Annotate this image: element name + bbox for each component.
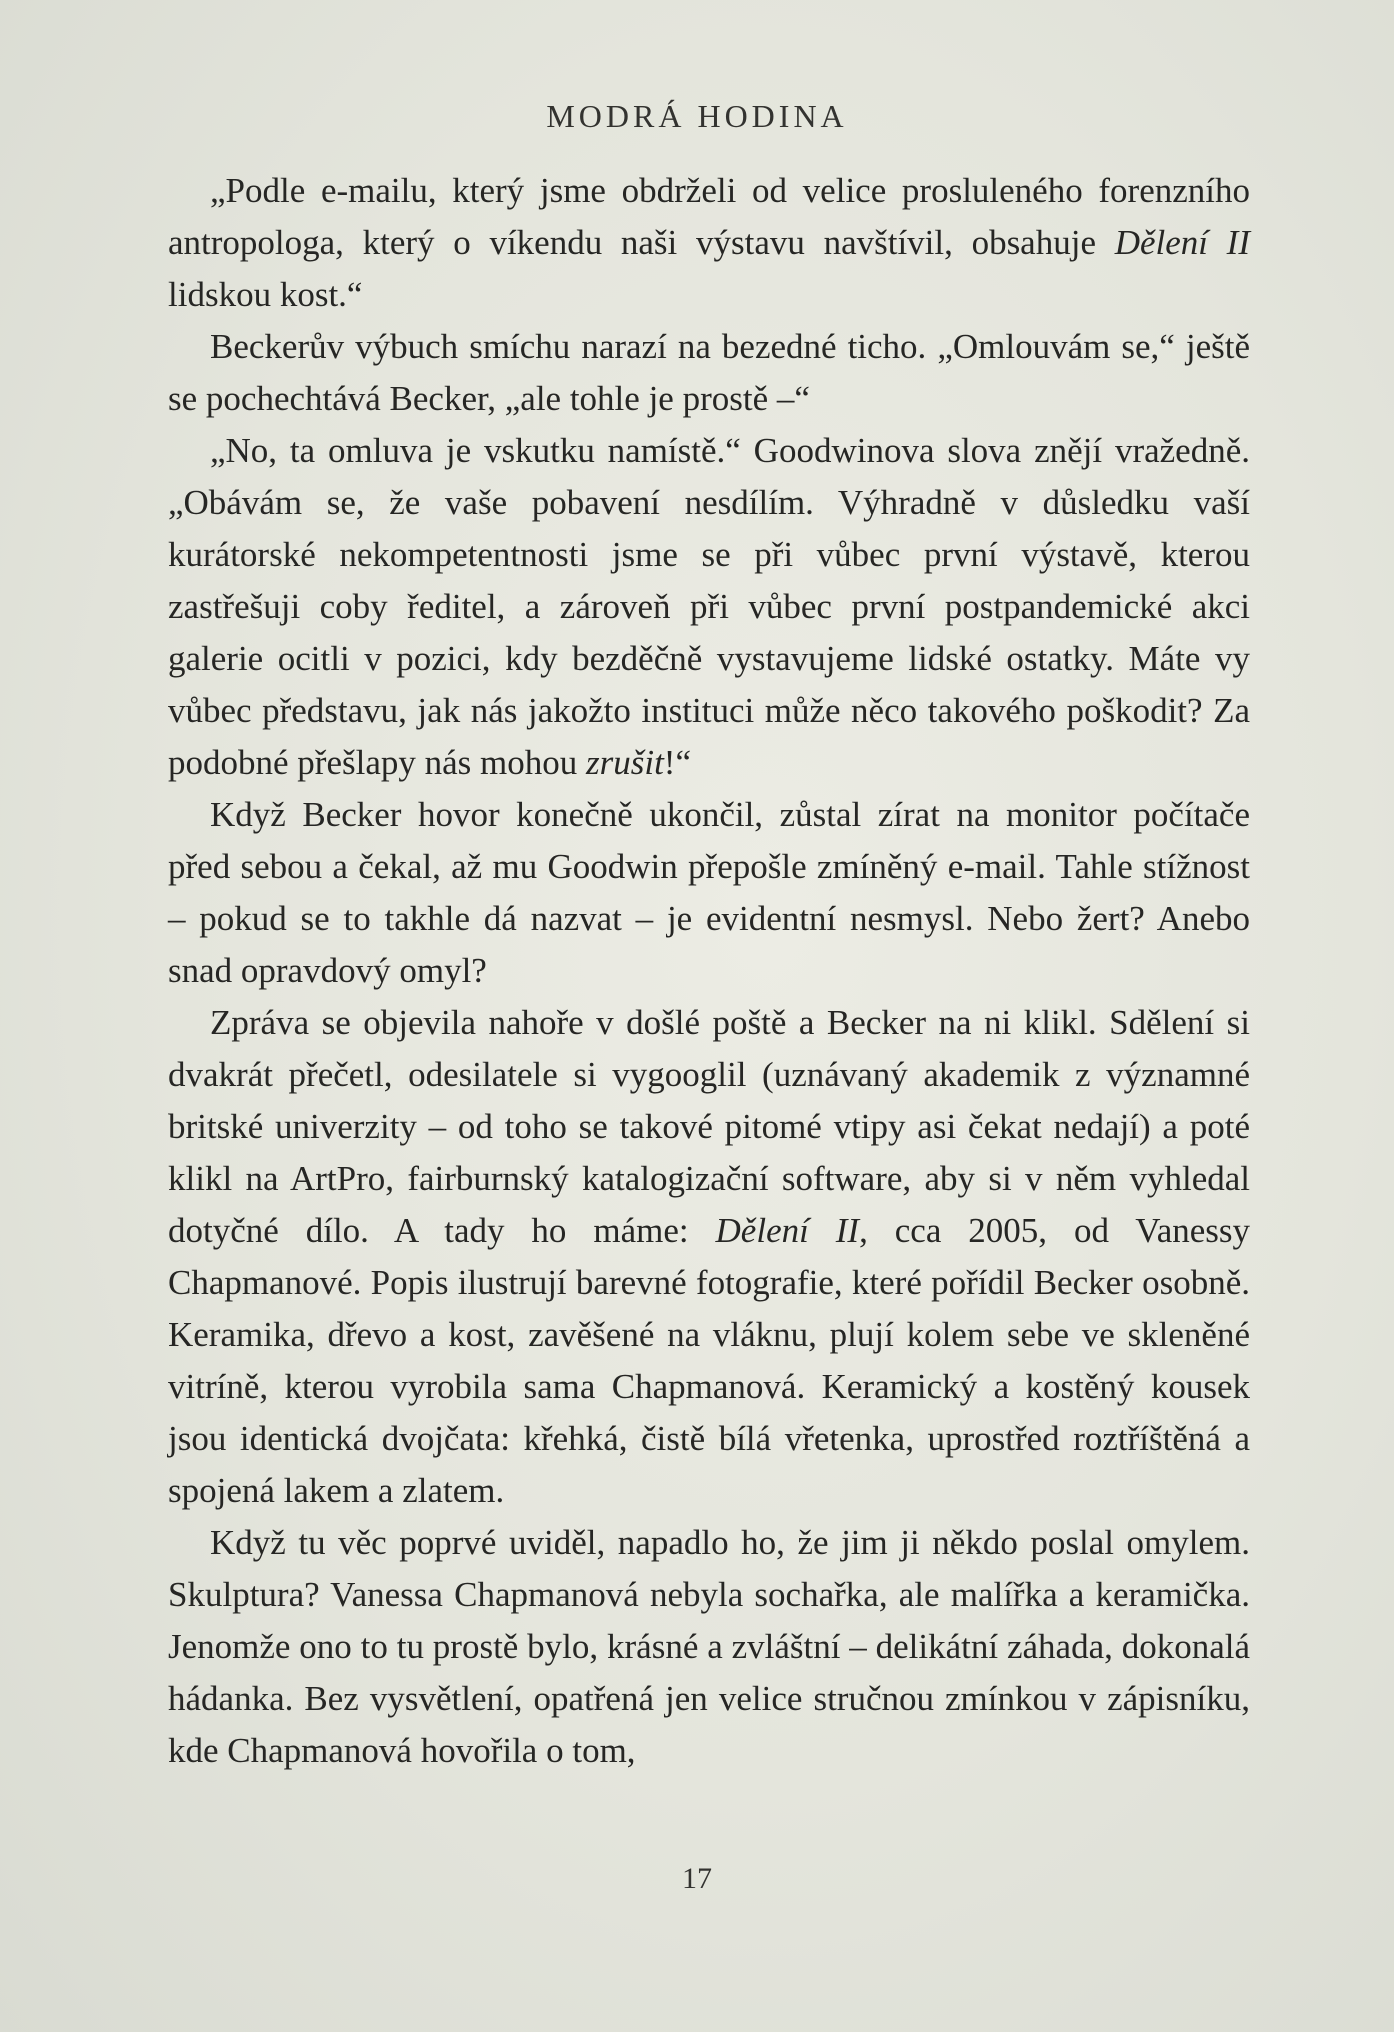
paragraph-6: Když tu věc poprvé uviděl, napadlo ho, že jim ji někdo poslal omylem. Skulptura? Vanessa Chapmanová nebyla sochařka, ale malířka a keramička. Jenomže ono to tu prostě bylo, krásné a zvláštní – delikátní záhada, dokonalá hádanka. Bez vysvětlení, opatřená jen velice stručnou zmínkou v zápisníku, kde Chapmanová hovořila o tom,: [168, 1523, 1250, 1770]
page-number: 17: [682, 1862, 712, 1895]
paragraph-5: Zpráva se objevila nahoře v došlé poště a Becker na ni klikl. Sdělení si dvakrát přečetl, odesilatele si vygooglil (uznávaný akademik z významné britské univerzity – od toho se takové pitomé vtipy asi čekat nedají) a poté klikl na ArtPro, fairburnský katalogizační software, aby si v něm vyhledal dotyčné dílo. A tady ho máme: Dělení II, cca 2005, od Vanessy Chapmanové. Popis ilustrují barevné fotografie, které pořídil Becker osobně. Keramika, dřevo a kost, zavěšené na vláknu, plují kolem sebe ve skleněné vitríně, kterou vyrobila sama Chapmanová. Keramický a kostěný kousek jsou identická dvojčata: křehká, čistě bílá vřetenka, uprostřed roztříštěná a spojená lakem a zlatem.: [168, 1003, 1251, 1510]
italic-title: Dělení II: [1114, 223, 1250, 262]
paragraph-2: Beckerův výbuch smíchu narazí na bezedné ticho. „Omlouvám se,“ ještě se pochechtává Becker, „ale tohle je prostě –“: [168, 327, 1250, 418]
paragraph-3: „No, ta omluva je vskutku namístě.“ Goodwinova slova znějí vražedně. „Obávám se, že vaše pobavení nesdílím. Výhradně v důsledku vaší kurátorské nekompetentnosti jsme se při vůbec první výstavě, kterou zastřešuji coby ředitel, a zároveň při vůbec první postpandemické akci galerie ocitli v pozici, kdy bezděčně vystavujeme lidské ostatky. Máte vy vůbec představu, jak nás jakožto instituci může něco takového poškodit? Za podobné přešlapy nás mohou zrušit!“: [168, 431, 1250, 782]
italic-word: zrušit: [585, 743, 664, 782]
body-text: [168, 165, 1250, 1777]
paragraph-4: Když Becker hovor konečně ukončil, zůstal zírat na monitor počítače před sebou a čekal, až mu Goodwin přepošle zmíněný e-mail. Tahle stížnost – pokud se to takhle dá nazvat – je evidentní nesmysl. Nebo žert? Anebo snad opravdový omyl?: [168, 795, 1250, 990]
italic-title: Dělení II: [715, 1211, 860, 1250]
paragraph-1: „Podle e-mailu, který jsme obdrželi od velice prosluleného forenzního antropologa, který o víkendu naši výstavu navštívil, obsahuje Dělení II lidskou kost.“: [168, 171, 1250, 314]
running-head: MODRÁ HODINA: [546, 98, 848, 134]
